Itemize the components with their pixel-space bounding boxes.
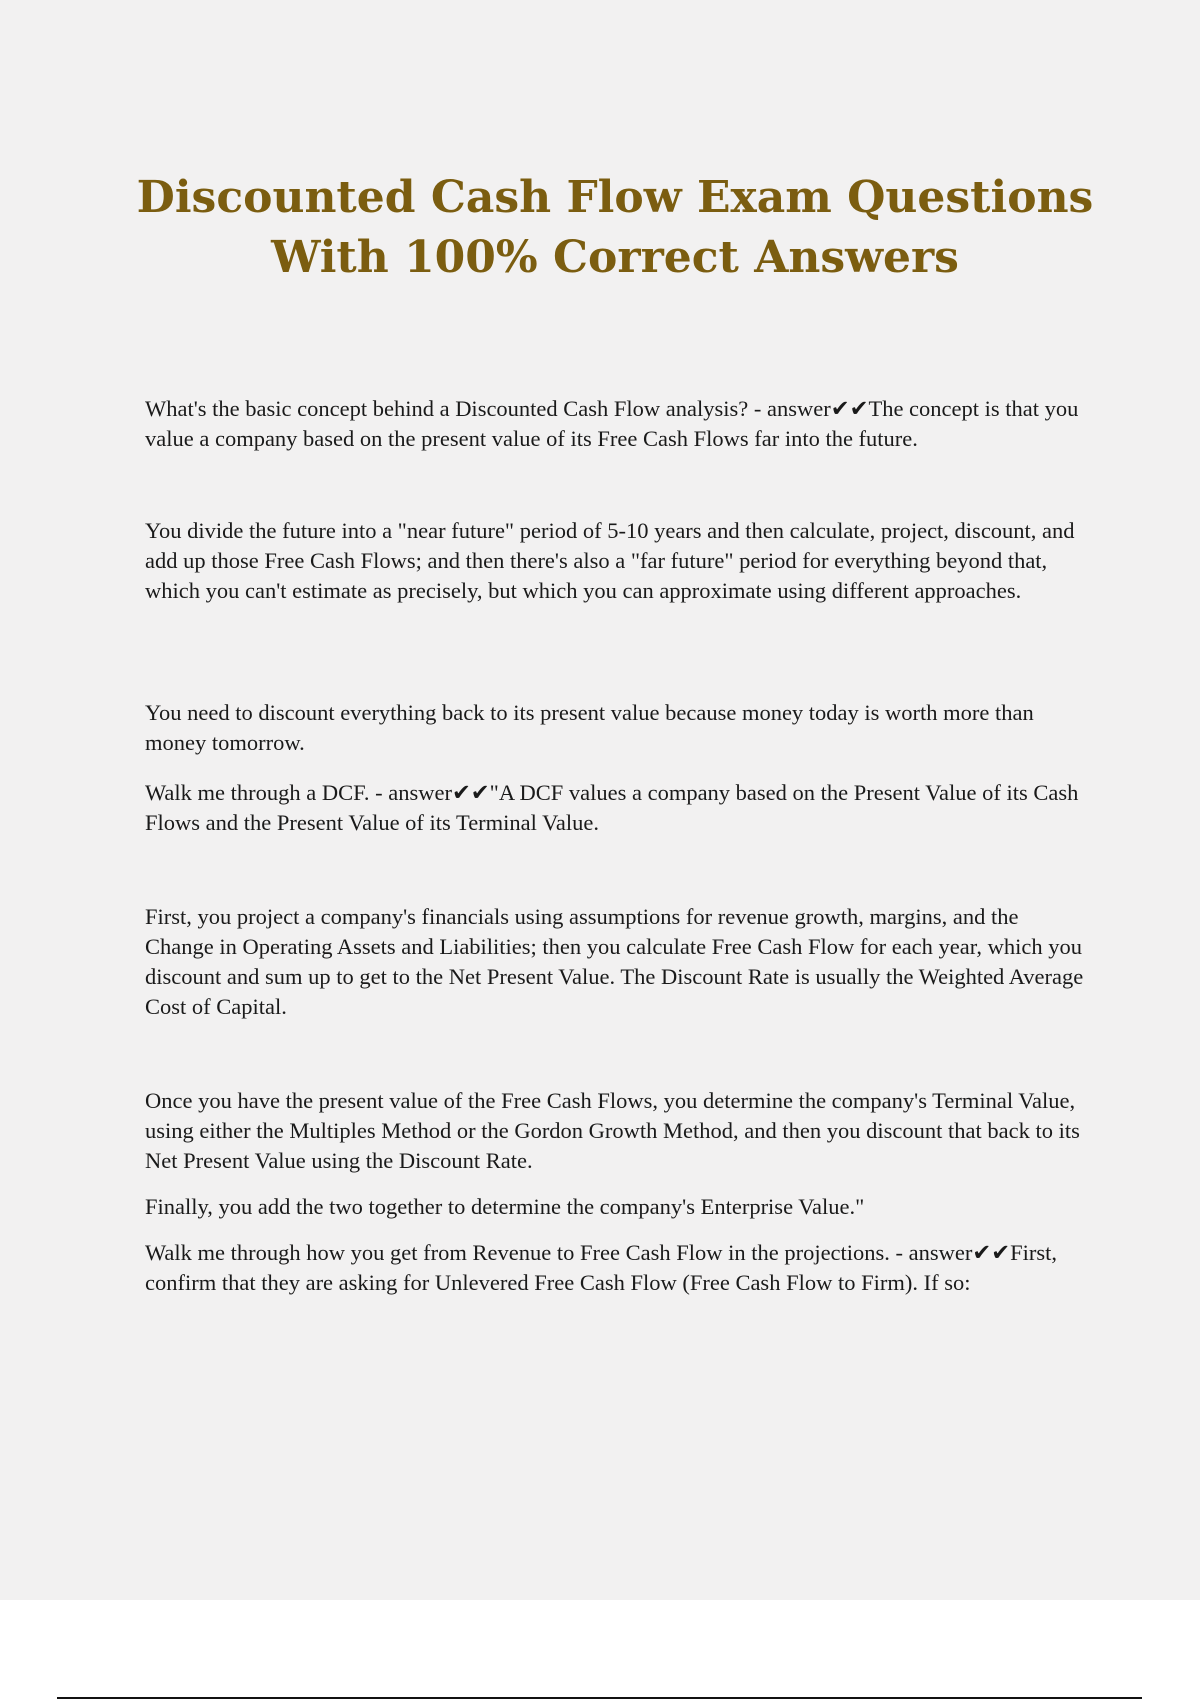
paragraph-enterprise-value: Finally, you add the two together to determine the company's Enterprise Value." <box>145 1194 865 1219</box>
paragraph-discount-present-value: You need to discount everything back to its present value because money today is worth more than money tomorrow. <box>145 700 1034 755</box>
paragraph-terminal-value: Once you have the present value of the Free Cash Flows, you determine the company's Terminal Value, using either the Multiples Method or the Gordon Growth Method, and then you discount that back to its Net Present Value using the Discount Rate. <box>145 1088 1080 1173</box>
paragraph-walk-through-dcf: Walk me through a DCF. - answer✔✔"A DCF values a company based on the Present Value of its Cash Flows and the Present Value of its Terminal Value. <box>145 780 1079 835</box>
paragraph-basic-concept: What's the basic concept behind a Discounted Cash Flow analysis? - answer✔✔The concept is that you value a company based on the present value of its Free Cash Flows far into the future. <box>145 396 1079 451</box>
paragraph-near-far-future: You divide the future into a "near future" period of 5-10 years and then calculate, project, discount, and add up those Free Cash Flows; and then there's also a "far future" period for everything beyond that, which you can't estimate as precisely, but which you can approximate using different approaches. <box>145 518 1075 603</box>
document-title: Discounted Cash Flow Exam Questions With 100% Correct Answers <box>136 172 1094 283</box>
footer-divider <box>57 1697 1142 1699</box>
paragraph-revenue-to-fcf: Walk me through how you get from Revenue to Free Cash Flow in the projections. - answer✔✔First, confirm that they are asking for Unlevered Free Cash Flow (Free Cash Flow to Firm). If so: <box>145 1240 1057 1295</box>
paragraph-project-financials: First, you project a company's financials using assumptions for revenue growth, margins, and the Change in Operating Assets and Liabilities; then you calculate Free Cash Flow for each year, which you discount and sum up to get to the Net Present Value. The Discount Rate is usually the Weighted Average Cost of Capital. <box>145 904 1084 1019</box>
